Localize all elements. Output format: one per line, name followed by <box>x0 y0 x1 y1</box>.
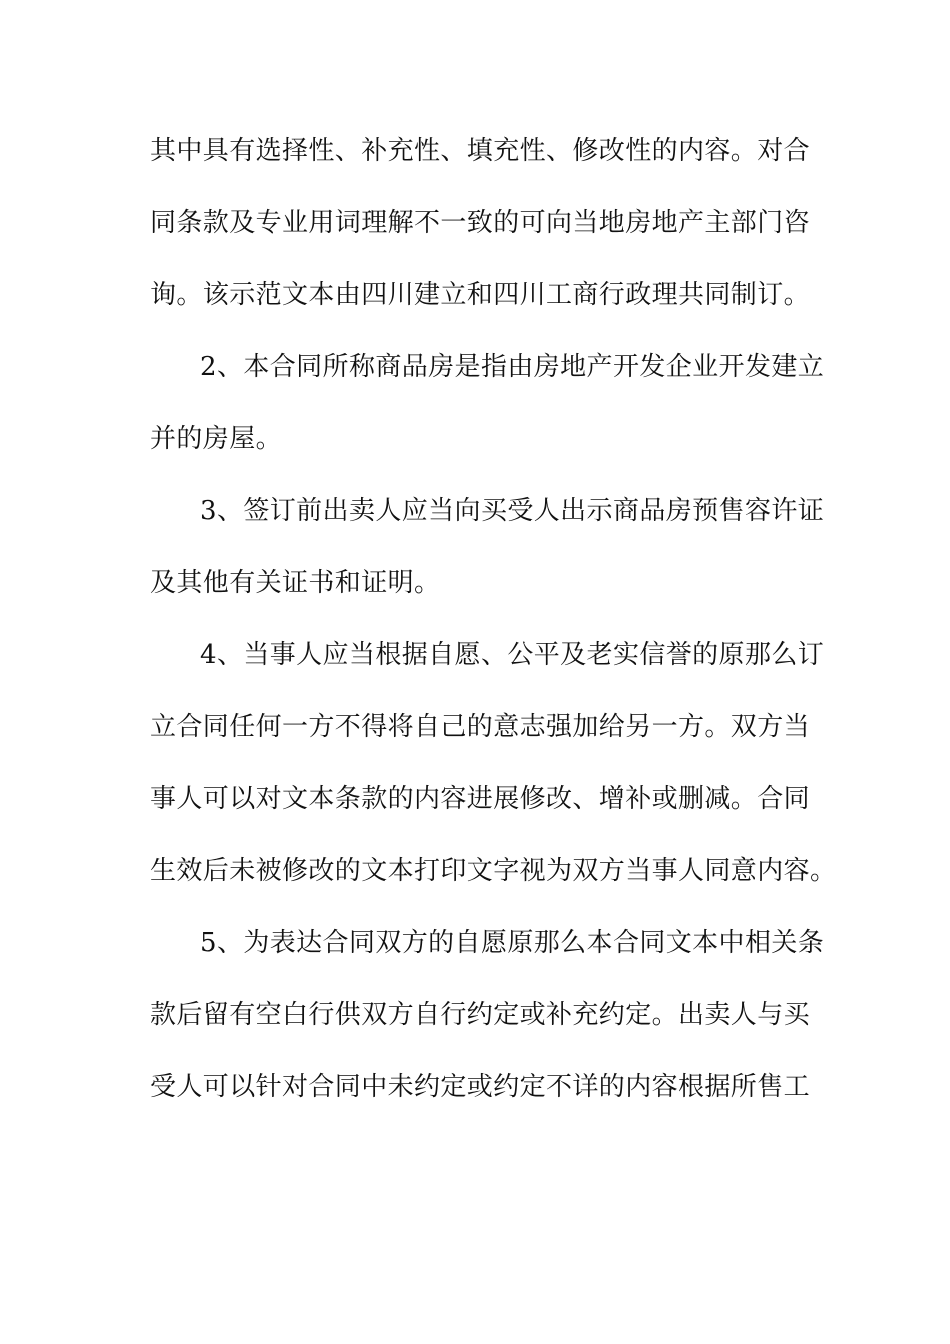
text-line: 事人可以对文本条款的内容进展修改、增补或删减。合同 <box>150 784 811 814</box>
clause-2-line: 2、本合同所称商品房是指由房地产开发企业开发建立 <box>200 352 825 382</box>
text-line: 询。该示范文本由四川建立和四川工商行政理共同制订。 <box>150 280 811 310</box>
text-line: 其中具有选择性、补充性、填充性、修改性的内容。对合 <box>150 136 811 166</box>
document-body <box>150 126 837 1134</box>
text-line: 及其他有关证书和证明。 <box>150 568 441 598</box>
clause-3-line: 3、签订前出卖人应当向买受人出示商品房预售容许证 <box>200 496 825 526</box>
text-line: 生效后未被修改的文本打印文字视为双方当事人同意内容。 <box>150 856 837 886</box>
text-line: 受人可以针对合同中未约定或约定不详的内容根据所售工 <box>150 1072 811 1102</box>
clause-5-line: 5、为表达合同双方的自愿原那么本合同文本中相关条 <box>200 928 825 958</box>
text-line: 同条款及专业用词理解不一致的可向当地房地产主部门咨 <box>150 208 811 238</box>
clause-4-line: 4、当事人应当根据自愿、公平及老实信誉的原那么订 <box>200 640 825 670</box>
text-line: 并的房屋。 <box>150 424 283 454</box>
text-line: 款后留有空白行供双方自行约定或补充约定。出卖人与买 <box>150 1000 811 1030</box>
text-line: 立合同任何一方不得将自己的意志强加给另一方。双方当 <box>150 712 811 742</box>
